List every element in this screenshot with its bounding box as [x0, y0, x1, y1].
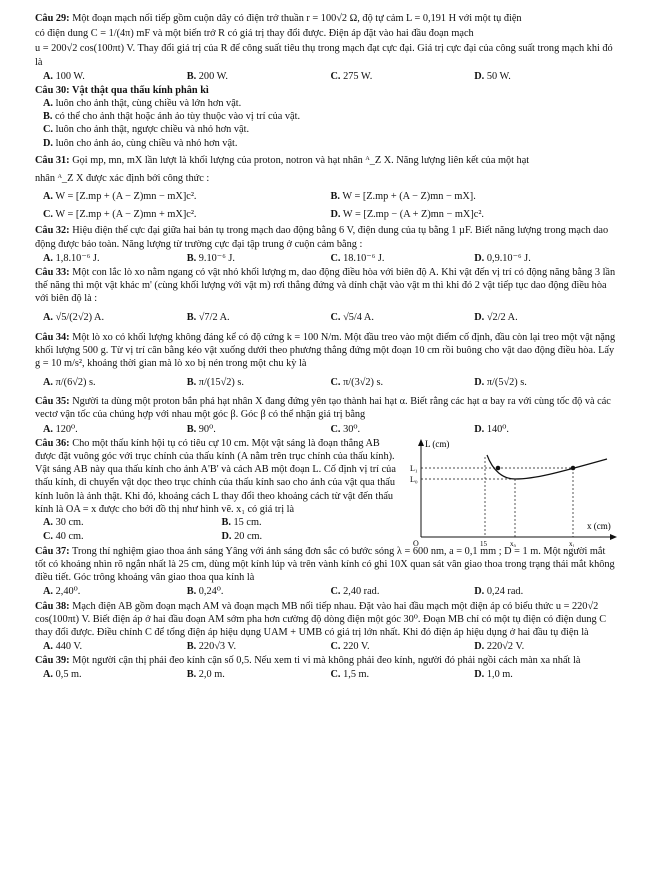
q34-option-d[interactable]: D. π/(5√2) s.	[474, 377, 527, 389]
question-32	[35, 224, 618, 250]
q36-graph-svg	[407, 437, 619, 547]
q35-text: Câu 35: Người ta dùng một proton bắn phá hạt nhân X đang đứng yên tạo thành hai hạt α. Biết rằng các hạt α bay ra với cùng tốc độ và các vectơ vận tốc của chúng hợp với nhau một góc β. Góc β có thể nhận giá trị bằng	[35, 396, 611, 421]
q36-option-c[interactable]: C. 40 cm.	[43, 531, 84, 543]
graph-curve	[487, 455, 607, 479]
q38-option-b[interactable]: B. 220√3 V.	[186, 641, 237, 653]
q33-option-b[interactable]: B. √7/2 A.	[186, 312, 230, 324]
question-39	[35, 654, 618, 667]
q32-option-d[interactable]: D. 0,9.10⁻⁶ J.	[474, 252, 531, 264]
q38-option-d[interactable]: D. 220√2 V.	[474, 641, 525, 653]
q31-options-row2	[35, 208, 618, 221]
q39-option-b[interactable]: B. 2,0 m.	[186, 669, 225, 681]
graph-y-arrow	[418, 439, 424, 446]
q33-option-c[interactable]: C. √5/4 A.	[330, 312, 374, 324]
question-34	[35, 331, 618, 371]
q29-option-d[interactable]: D. 50 W.	[474, 70, 511, 82]
q39-option-d[interactable]: D. 1,0 m.	[474, 669, 513, 681]
q32-text: Câu 32: Hiệu điện thế cực đại giữa hai bản tụ trong mạch dao động bằng 6 V, điện dung của tụ bằng 1 µF. Biết năng lượng trong mạch dao động được bảo toàn. Năng lượng từ trường cực đại tập trung ở cuộn cảm bằng :	[35, 225, 609, 250]
q31-option-d[interactable]: D. W = [Z.mp − (A + Z)mn − mX]c².	[330, 209, 484, 221]
graph-point-1	[496, 466, 501, 471]
q29-line2: có điện dung C = 1/(4π) mF và một biến trở R có giá trị thay đổi được. Điện áp đặt vào hai đầu đoạn mạch	[35, 28, 474, 40]
graph-origin: O	[413, 538, 419, 547]
q34-option-c[interactable]: C. π/(3√2) s.	[330, 377, 384, 389]
graph-ylabel: L (cm)	[425, 438, 450, 449]
question-38	[35, 600, 618, 640]
graph-xtick-x1: x₁	[569, 539, 575, 547]
q30-option-c[interactable]: C. luôn cho ảnh thật, ngược chiều và nhỏ hơn vật.	[43, 124, 250, 136]
q37-options	[35, 585, 618, 598]
q33-option-a[interactable]: A. √5/(2√2) A.	[43, 312, 105, 324]
q37-option-c[interactable]: C. 2,40 rad.	[330, 586, 380, 598]
q34-option-b[interactable]: B. π/(15√2) s.	[186, 377, 244, 389]
q31-line1: Câu 31: Gọi mp, mn, mX lần lượt là khối lượng của proton, notron và hạt nhân ᴬ_Z X. Năng lượng liên kết của một hạt	[35, 154, 530, 166]
graph-x-arrow	[610, 534, 617, 540]
q30-option-d[interactable]: D. luôn cho ảnh ảo, cùng chiều và nhỏ hơn vật.	[43, 137, 238, 149]
q39-option-a[interactable]: A. 0,5 m.	[43, 669, 82, 681]
q36-option-d[interactable]: D. 20 cm.	[221, 531, 263, 543]
graph-ytick-l0: L₀	[410, 474, 418, 484]
q35-option-d[interactable]: D. 140⁰.	[474, 423, 509, 435]
question-35	[35, 395, 618, 421]
q36-option-a[interactable]: A. 30 cm.	[43, 516, 84, 528]
question-33	[35, 266, 618, 306]
q36-options-row1	[35, 516, 400, 529]
q36-options-row2	[35, 530, 400, 543]
q36-text: Câu 36: Cho một thấu kính hội tụ có tiêu cự 10 cm. Một vật sáng là đoạn thẳng AB được đặt vuông góc với trục chính của thấu kính (A nằm trên trục chính của thấu kính). Vật sáng AB này qua thấu kính cho ảnh A'B' và cách AB một đoạn L. Cố định vị trí của thấu kính, di chuyển vật dọc theo trục chính của thấu kính sao cho ảnh của vật qua thấu kính luôn là ảnh thật. Khi đó, khoảng cách L thay đổi theo khoảng cách từ vật đến thấu kính là OA = x được cho bởi đồ thị như hình vẽ. x₁ có giá trị là	[35, 437, 396, 515]
q31-option-c[interactable]: C. W = [Z.mp + (A − Z)mn + mX]c².	[43, 209, 197, 221]
question-29	[35, 12, 618, 69]
q33-text: Câu 33: Một con lắc lò xo nằm ngang có vật nhỏ khối lượng m, dao động điều hòa với biên độ A. Khi vật đến vị trí có động năng bằng 3 lần thế năng thì một vật khác m' (cùng khối lượng với vật m) rơi thẳng đứng và dính chặt vào vật m thì khi đó 2 vật tiếp tục dao động điều hòa với biên độ là :	[35, 266, 616, 305]
q36-text-block	[35, 437, 400, 544]
graph-xlabel: x (cm)	[587, 520, 611, 531]
q29-options	[35, 70, 618, 83]
q39-option-c[interactable]: C. 1,5 m.	[330, 669, 370, 681]
q35-option-a[interactable]: A. 120⁰.	[43, 423, 78, 435]
q34-text: Câu 34: Một lò xo có khối lượng không đáng kể có độ cứng k = 100 N/m. Một đầu treo vào một điểm cố định, đầu còn lại treo một vật nặng khối lượng 500 g. Từ vị trí cân bằng kéo vật xuống dưới theo phương thẳng đứng một đoạn 10 cm rồi buông cho vật dao động điều hòa. Lấy g = 10 m/s², khoảng thời gian mà lò xo bị nén trong một chu kỳ là	[35, 331, 616, 369]
q31-option-b[interactable]: B. W = [Z.mp + (A − Z)mn − mX].	[330, 191, 476, 203]
q32-option-b[interactable]: B. 9.10⁻⁶ J.	[186, 252, 235, 264]
q38-option-c[interactable]: C. 220 V.	[330, 641, 370, 653]
q39-text: Câu 39: Một người cận thị phải đeo kính cận số 0,5. Nếu xem ti vi mà không phải đeo kính, người đó phải ngồi cách màn xa nhất là	[35, 655, 581, 667]
q31-options-row1	[35, 190, 618, 203]
q39-options	[35, 668, 618, 681]
graph-ytick-l1: L₁	[410, 463, 418, 473]
q35-option-c[interactable]: C. 30⁰.	[330, 423, 361, 435]
q31-line2: nhân ᴬ_Z X được xác định bởi công thức :	[35, 172, 210, 184]
q31-option-a[interactable]: A. W = [Z.mp + (A − Z)mn − mX]c².	[43, 191, 197, 203]
q30-title: Câu 30: Vật thật qua thấu kính phân kì	[35, 84, 209, 96]
q35-options	[35, 423, 618, 436]
graph-xtick-x0: x₀	[510, 539, 516, 547]
q38-option-a[interactable]: A. 440 V.	[43, 641, 83, 653]
q32-option-c[interactable]: C. 18.10⁻⁶ J.	[330, 252, 385, 264]
q29-line1: Câu 29: Một đoạn mạch nối tiếp gồm cuộn dây có điện trở thuần r = 100√2 Ω, độ tự cảm L = 0,191 H với một tụ điện	[35, 13, 522, 24]
q34-options	[35, 376, 618, 389]
q37-option-d[interactable]: D. 0,24 rad.	[474, 586, 524, 598]
graph-point-2	[571, 466, 576, 471]
q36-graph	[407, 437, 619, 547]
q29-option-a[interactable]: A. 100 W.	[43, 70, 85, 82]
q33-options	[35, 311, 618, 324]
question-30	[35, 84, 618, 150]
q34-option-a[interactable]: A. π/(6√2) s.	[43, 377, 96, 389]
question-37	[35, 545, 618, 585]
question-36	[35, 437, 618, 545]
q38-options	[35, 640, 618, 653]
q36-option-b[interactable]: B. 15 cm.	[221, 516, 262, 528]
q37-option-b[interactable]: B. 0,24⁰.	[186, 586, 224, 598]
q32-options	[35, 252, 618, 265]
q38-text: Câu 38: Mạch điện AB gồm đoạn mạch AM và đoạn mạch MB nối tiếp nhau. Đặt vào hai đầu mạch một điện áp có biểu thức u = 220√2 cos(100πt) V. Biết điện áp ở hai đầu đoạn AM sớm pha hơn cường độ dòng điện một góc 30⁰. Đoạn MB chỉ có một tụ điện có điện dung C thay đổi được. Điều chỉnh C để tổng điện áp hiệu dụng UAM + UMB có giá trị lớn nhất. Khi đó điện áp hiệu dụng ở hai đầu tụ điện là	[35, 600, 607, 638]
exam-page	[35, 12, 618, 683]
q35-option-b[interactable]: B. 90⁰.	[186, 423, 216, 435]
question-31	[35, 154, 618, 185]
q29-line3: u = 200√2 cos(100πt) V. Thay đổi giá trị của R để công suất tiêu thụ trong mạch đạt cực đại. Giá trị cực đại của công suất trong mạch khi đó là	[35, 43, 613, 68]
q32-option-a[interactable]: A. 1,8.10⁻⁶ J.	[43, 252, 100, 264]
q30-option-b[interactable]: B. có thể cho ảnh thật hoặc ảnh ảo tùy thuộc vào vị trí của vật.	[43, 111, 301, 123]
q30-option-a[interactable]: A. luôn cho ảnh thật, cùng chiều và lớn hơn vật.	[43, 98, 242, 110]
q37-option-a[interactable]: A. 2,40⁰.	[43, 586, 81, 598]
q33-option-d[interactable]: D. √2/2 A.	[474, 312, 518, 324]
q37-text: Câu 37: Trong thí nghiệm giao thoa ánh sáng Yâng với ánh sáng đơn sắc có bước sóng λ = 600 nm, a = 0,1 mm ; D = 1 m. Một người mắt tốt có khoảng nhìn rõ ngắn nhất là 25 cm, dùng một kính lúp và trên vành kính có ghi 10X quan sát vân giao thoa trong trạng thái mắt không điều tiết. Góc trông khoảng vân giao thoa qua kính là	[35, 545, 615, 584]
graph-xtick-15: 15	[480, 539, 487, 547]
q29-option-c[interactable]: C. 275 W.	[330, 70, 373, 82]
q29-option-b[interactable]: B. 200 W.	[186, 70, 228, 82]
